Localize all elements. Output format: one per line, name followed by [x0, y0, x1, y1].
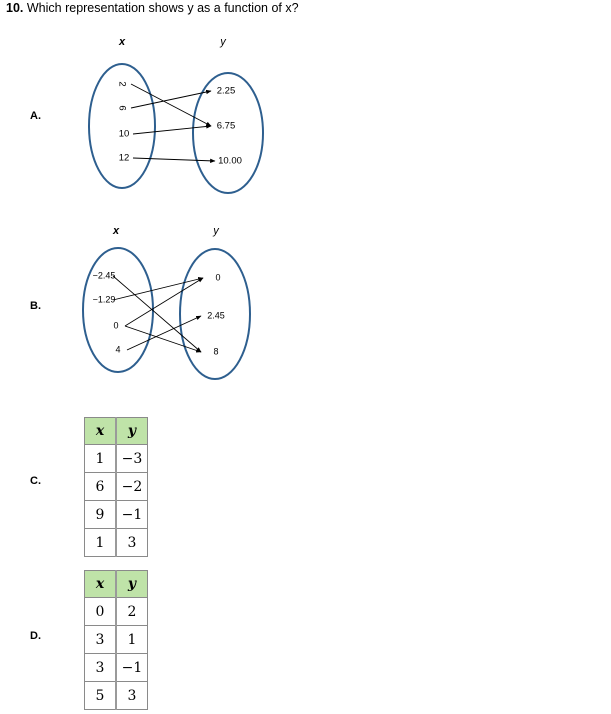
option-a-x-header: x	[118, 36, 126, 48]
option-d-label[interactable]: D.	[30, 630, 41, 642]
option-b-arrows	[113, 276, 203, 355]
table-cell: 1	[85, 445, 117, 473]
range-value-label: 6.75	[216, 120, 236, 132]
question-number: 10.	[6, 1, 24, 15]
domain-value-label: −1.29	[92, 294, 116, 305]
option-a-y-header: y	[220, 36, 226, 48]
domain-value-label: 4	[115, 344, 121, 355]
table-row	[85, 501, 148, 529]
option-c-y-header: y	[116, 418, 148, 445]
range-value-label: 2.25	[216, 85, 236, 97]
option-d-y-header: y	[116, 571, 148, 598]
table-row	[85, 529, 148, 557]
table-cell: −2	[116, 473, 148, 501]
option-b-y-header: y	[213, 225, 219, 237]
table-cell: −3	[116, 445, 148, 473]
domain-value-label: 10	[118, 128, 130, 140]
option-c-table	[84, 417, 148, 557]
table-cell: 1	[85, 529, 117, 557]
table-cell: 2	[116, 598, 148, 626]
table-row	[85, 682, 148, 710]
option-b-x-header: x	[112, 225, 120, 237]
table-cell: 0	[85, 598, 117, 626]
mapping-arrow	[133, 158, 215, 161]
range-value-label: 8	[213, 346, 219, 357]
table-row	[85, 473, 148, 501]
table-row	[85, 598, 148, 626]
domain-value-label: 6	[116, 105, 128, 111]
mapping-arrow	[113, 278, 203, 300]
table-row	[85, 654, 148, 682]
option-a-arrows	[131, 84, 215, 161]
range-value-label: 10.00	[218, 155, 242, 167]
question-text	[6, 1, 299, 15]
option-a-label[interactable]: A.	[30, 110, 41, 122]
domain-value-label: −2.45	[92, 270, 116, 281]
question-prompt: Which representation shows y as a function of x?	[26, 1, 299, 15]
table-cell: −1	[116, 654, 148, 682]
option-d-table	[84, 570, 148, 710]
option-d-x-header: x	[85, 571, 117, 598]
option-c-label[interactable]: C.	[30, 475, 41, 487]
table-cell: 3	[85, 626, 117, 654]
table-cell: 5	[85, 682, 117, 710]
mapping-arrow	[125, 326, 201, 352]
table-cell: 3	[116, 682, 148, 710]
mapping-arrow	[125, 278, 203, 326]
domain-value-label: 2	[116, 81, 128, 87]
table-cell: 3	[116, 529, 148, 557]
range-value-label: 2.45	[207, 310, 225, 321]
table-row	[85, 445, 148, 473]
mapping-arrow	[133, 126, 211, 134]
table-cell: 3	[85, 654, 117, 682]
table-row	[85, 626, 148, 654]
option-b-label[interactable]: B.	[30, 300, 41, 312]
option-b-mapping-diagram	[70, 222, 270, 392]
domain-value-label: 0	[113, 320, 119, 331]
option-c-x-header: x	[85, 418, 117, 445]
table-cell: 1	[116, 626, 148, 654]
domain-value-label: 12	[118, 152, 130, 164]
table-cell: 9	[85, 501, 117, 529]
table-cell: −1	[116, 501, 148, 529]
table-cell: 6	[85, 473, 117, 501]
range-value-label: 0	[215, 272, 221, 283]
option-a-mapping-diagram	[80, 30, 280, 200]
mapping-arrow	[127, 316, 201, 350]
